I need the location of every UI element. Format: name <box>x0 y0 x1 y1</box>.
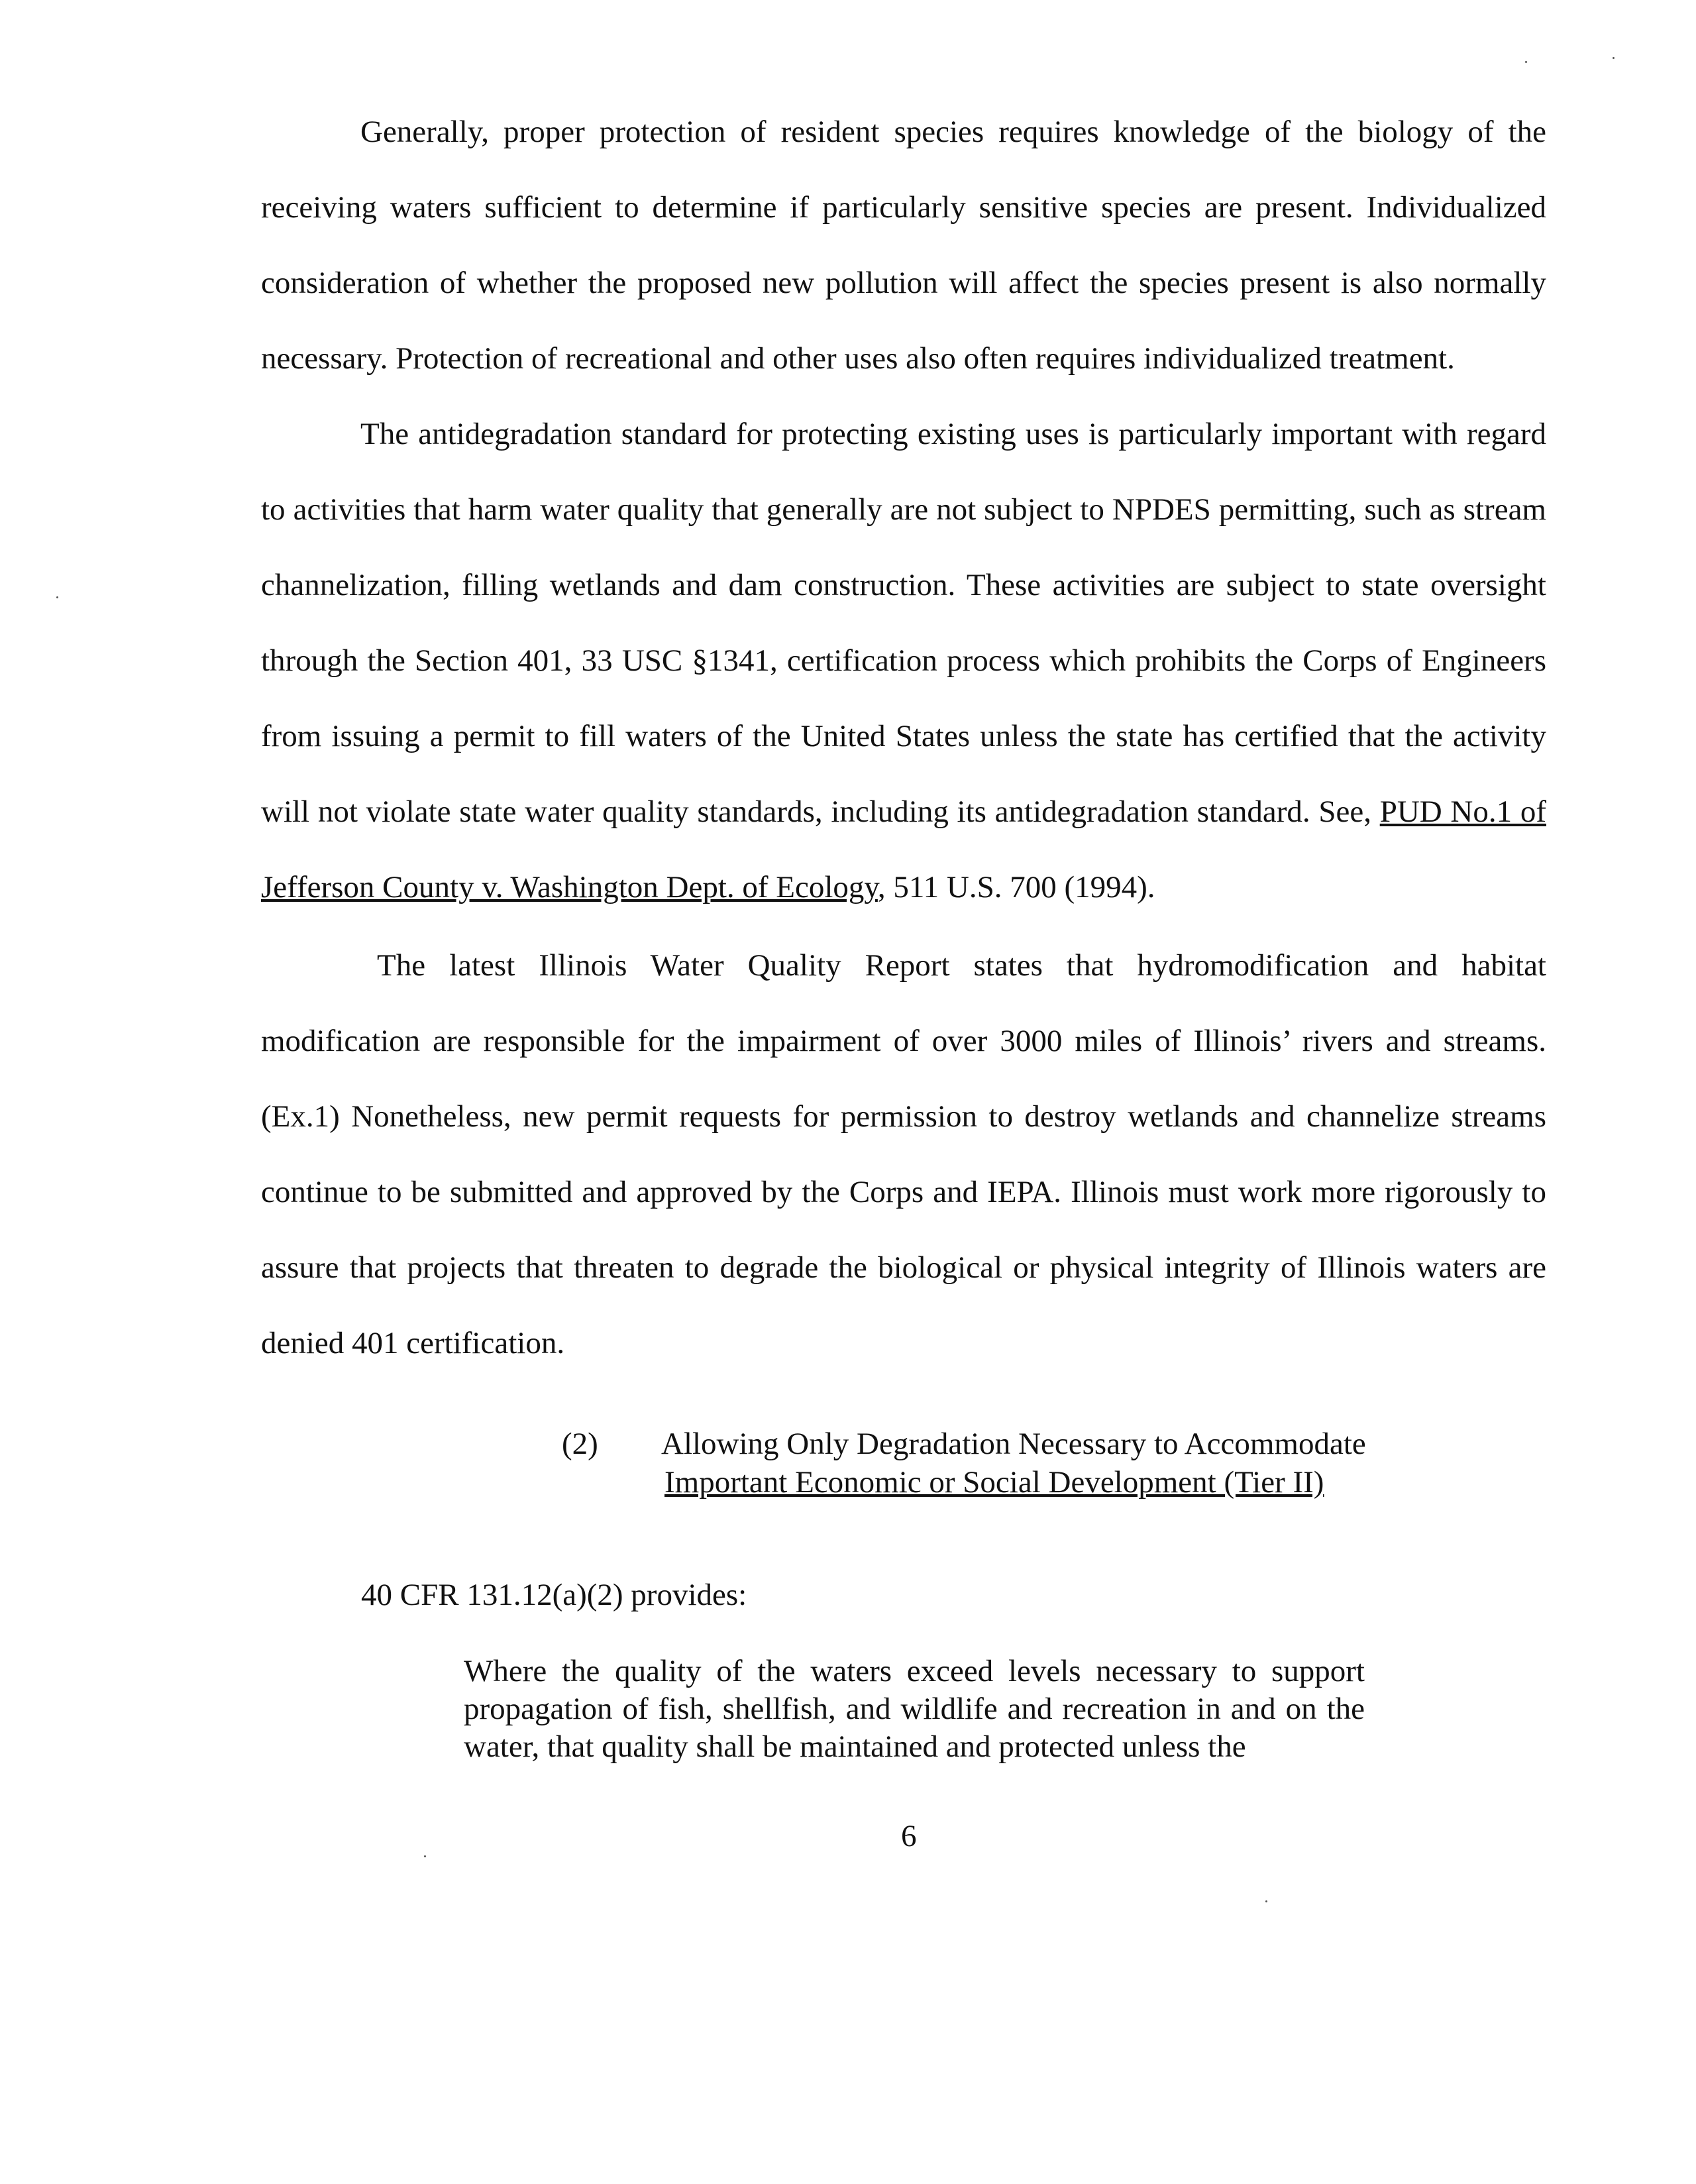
section-title-line-2: Important Economic or Social Development (Tier II) <box>664 1465 1324 1500</box>
case-citation-reporter: , 511 U.S. 700 (1994). <box>877 870 1155 904</box>
paragraph-antidegradation-text: The antidegradation standard for protecting existing uses is particularly important with regard to activities that harm water quality that generally are not subject to NPDES permitting, such as stream channelization, filling wetlands and dam construction. These activities are subject to state oversight through the Section 401, 33 USC §1341, certification process which prohibits the Corps of Engineers from issuing a permit to fill waters of the United States unless the state has certified that the activity will not violate state water quality standards, including its antidegradation standard. See, <box>261 417 1546 829</box>
scan-speck <box>424 1855 426 1857</box>
cfr-citation-intro: 40 CFR 131.12(a)(2) provides: <box>361 1578 747 1612</box>
scan-speck <box>1613 57 1615 59</box>
paragraph-resident-species: Generally, proper protection of resident species requires knowledge of the biology of the receiving waters sufficient to determine if particularly sensitive species are present. Individualized consideration of whether the proposed new pollution will affect the species present is also normally necessary. Protection of recreational and other uses also often requires individualized treatment. <box>261 115 1546 376</box>
scan-speck <box>1525 61 1527 63</box>
case-citation: PUD No.1 of Jefferson County v. Washington Dept. of Ecology <box>261 794 1546 904</box>
block-quote: Where the quality of the waters exceed levels necessary to support propagation of fish, shellfish, and wildlife and recreation in and on the water, that quality shall be maintained and protected unless the <box>464 1654 1365 1764</box>
scan-speck <box>56 596 58 598</box>
paragraph-illinois-water-quality-report: The latest Illinois Water Quality Report states that hydromodification and habitat modification are responsible for the impairment of over 3000 miles of Illinois’ rivers and streams. (Ex.1) Nonetheless, new permit requests for permission to destroy wetlands and channelize streams continue to be submitted and approved by the Corps and IEPA. Illinois must work more rigorously to assure that projects that threaten to degrade the biological or physical integrity of Illinois waters are denied 401 certification. <box>261 948 1546 1360</box>
section-number: (2) <box>562 1427 598 1461</box>
scan-speck <box>1265 1900 1267 1902</box>
page-number: 6 <box>901 1819 917 1853</box>
paragraph-antidegradation-standard <box>261 396 1546 925</box>
section-title-line-1: Allowing Only Degradation Necessary to Accommodate <box>661 1427 1366 1461</box>
